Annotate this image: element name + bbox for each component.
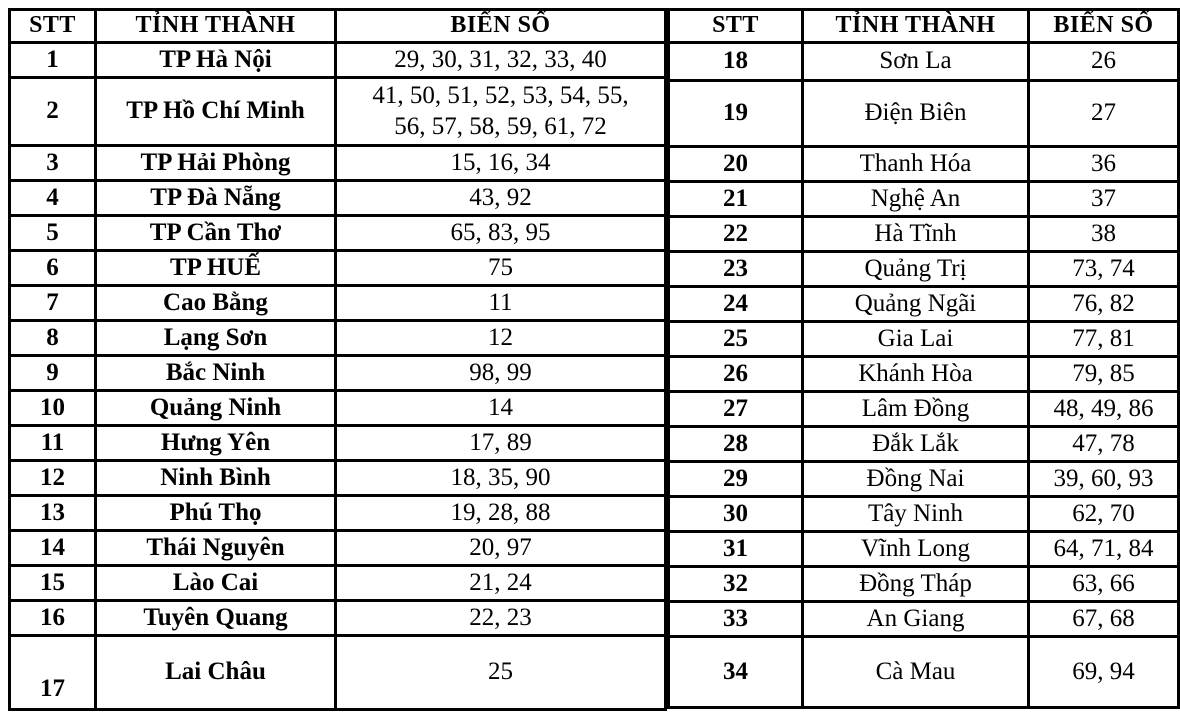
province-name-cell: Hà Tĩnh	[803, 217, 1029, 252]
province-name-cell: Lào Cai	[96, 566, 336, 601]
column-header-plate: BIỂN SỐ	[336, 10, 666, 43]
table-row	[10, 566, 666, 601]
row-number-cell: 6	[10, 251, 96, 286]
table-row	[669, 602, 1179, 637]
table-row	[10, 531, 666, 566]
row-number-cell: 33	[669, 602, 803, 637]
row-number-cell: 29	[669, 462, 803, 497]
province-name-cell: Nghệ An	[803, 182, 1029, 217]
table-header	[10, 10, 666, 43]
table-row	[10, 636, 666, 710]
province-name-cell: Thanh Hóa	[803, 147, 1029, 182]
plate-numbers-cell: 29, 30, 31, 32, 33, 40	[336, 43, 666, 78]
plate-numbers-cell: 12	[336, 321, 666, 356]
province-name-cell: Thái Nguyên	[96, 531, 336, 566]
province-name-cell: Tuyên Quang	[96, 601, 336, 636]
plate-numbers-cell: 39, 60, 93	[1029, 462, 1179, 497]
province-name-cell: TP Cần Thơ	[96, 216, 336, 251]
row-number-cell: 15	[10, 566, 96, 601]
row-number-cell: 4	[10, 181, 96, 216]
plate-numbers-cell: 36	[1029, 147, 1179, 182]
row-number-cell: 13	[10, 496, 96, 531]
province-name-cell: Đồng Nai	[803, 462, 1029, 497]
table-row	[669, 147, 1179, 182]
row-number-cell: 22	[669, 217, 803, 252]
table-row	[10, 356, 666, 391]
row-number-cell: 19	[669, 81, 803, 147]
province-name-cell: Ninh Bình	[96, 461, 336, 496]
province-name-cell: Tây Ninh	[803, 497, 1029, 532]
table-row	[669, 462, 1179, 497]
row-number-cell: 26	[669, 357, 803, 392]
plate-numbers-cell: 64, 71, 84	[1029, 532, 1179, 567]
plate-numbers-cell: 17, 89	[336, 426, 666, 461]
province-name-cell: Hưng Yên	[96, 426, 336, 461]
province-name-cell: TP Hồ Chí Minh	[96, 78, 336, 146]
province-name-cell: Vĩnh Long	[803, 532, 1029, 567]
table-row	[10, 286, 666, 321]
province-name-cell: Khánh Hòa	[803, 357, 1029, 392]
table-row	[669, 637, 1179, 708]
row-number-cell: 24	[669, 287, 803, 322]
province-name-cell: Cao Bằng	[96, 286, 336, 321]
table-row	[669, 497, 1179, 532]
province-name-cell: Quảng Ninh	[96, 391, 336, 426]
province-name-cell: An Giang	[803, 602, 1029, 637]
column-header-province: TỈNH THÀNH	[96, 10, 336, 43]
row-number-cell: 20	[669, 147, 803, 182]
row-number-cell: 16	[10, 601, 96, 636]
plate-numbers-cell: 62, 70	[1029, 497, 1179, 532]
table-row	[10, 391, 666, 426]
province-name-cell: TP Đà Nẵng	[96, 181, 336, 216]
plate-table-right	[667, 8, 1180, 709]
row-number-cell: 23	[669, 252, 803, 287]
row-number-cell: 8	[10, 321, 96, 356]
table-row	[669, 217, 1179, 252]
row-number-cell: 1	[10, 43, 96, 78]
plate-numbers-cell: 41, 50, 51, 52, 53, 54, 55, 56, 57, 58, 59, 61, 72	[336, 78, 666, 146]
province-name-cell: TP Hà Nội	[96, 43, 336, 78]
column-header-province: TỈNH THÀNH	[803, 10, 1029, 43]
province-name-cell: Lâm Đồng	[803, 392, 1029, 427]
plate-numbers-cell: 20, 97	[336, 531, 666, 566]
province-name-cell: Cà Mau	[803, 637, 1029, 708]
table-row	[669, 252, 1179, 287]
table-row	[10, 216, 666, 251]
plate-numbers-cell: 15, 16, 34	[336, 146, 666, 181]
row-number-cell: 18	[669, 43, 803, 81]
table-row	[10, 146, 666, 181]
province-name-cell: Bắc Ninh	[96, 356, 336, 391]
row-number-cell: 27	[669, 392, 803, 427]
table-row	[669, 532, 1179, 567]
province-name-cell: Quảng Ngãi	[803, 287, 1029, 322]
row-number-cell: 12	[10, 461, 96, 496]
plate-numbers-cell: 67, 68	[1029, 602, 1179, 637]
row-number-cell: 11	[10, 426, 96, 461]
plate-numbers-cell: 25	[336, 636, 666, 710]
table-row	[669, 182, 1179, 217]
table-row	[10, 78, 666, 146]
row-number-cell: 10	[10, 391, 96, 426]
plate-numbers-cell: 79, 85	[1029, 357, 1179, 392]
province-name-cell: Đắk Lắk	[803, 427, 1029, 462]
plate-numbers-cell: 21, 24	[336, 566, 666, 601]
plate-numbers-cell: 63, 66	[1029, 567, 1179, 602]
row-number-cell: 21	[669, 182, 803, 217]
plate-numbers-cell: 11	[336, 286, 666, 321]
row-number-cell: 25	[669, 322, 803, 357]
table-body-right	[669, 43, 1179, 708]
table-row	[669, 357, 1179, 392]
plate-table-left	[8, 8, 667, 711]
row-number-cell: 2	[10, 78, 96, 146]
table-row	[10, 43, 666, 78]
table-row	[10, 251, 666, 286]
plate-numbers-cell: 69, 94	[1029, 637, 1179, 708]
table-row	[669, 427, 1179, 462]
row-number-cell: 7	[10, 286, 96, 321]
province-name-cell: Sơn La	[803, 43, 1029, 81]
row-number-cell: 34	[669, 637, 803, 708]
header-row	[10, 10, 666, 43]
plate-numbers-cell: 19, 28, 88	[336, 496, 666, 531]
table-row	[10, 426, 666, 461]
table-row	[10, 601, 666, 636]
row-number-cell: 5	[10, 216, 96, 251]
province-name-cell: Đồng Tháp	[803, 567, 1029, 602]
plate-numbers-cell: 38	[1029, 217, 1179, 252]
row-number-cell: 32	[669, 567, 803, 602]
province-name-cell: Quảng Trị	[803, 252, 1029, 287]
table-body-left	[10, 43, 666, 710]
column-header-plate: BIỂN SỐ	[1029, 10, 1179, 43]
plate-numbers-cell: 75	[336, 251, 666, 286]
table-row	[10, 321, 666, 356]
table-header	[669, 10, 1179, 43]
column-header-stt: STT	[669, 10, 803, 43]
table-row	[669, 81, 1179, 147]
province-name-cell: Phú Thọ	[96, 496, 336, 531]
row-number-cell: 31	[669, 532, 803, 567]
plate-numbers-cell: 48, 49, 86	[1029, 392, 1179, 427]
plate-numbers-cell: 76, 82	[1029, 287, 1179, 322]
row-number-cell: 9	[10, 356, 96, 391]
table-row	[669, 392, 1179, 427]
row-number-cell: 28	[669, 427, 803, 462]
province-name-cell: TP Hải Phòng	[96, 146, 336, 181]
table-row	[10, 496, 666, 531]
header-row	[669, 10, 1179, 43]
table-row	[10, 461, 666, 496]
plate-numbers-cell: 47, 78	[1029, 427, 1179, 462]
plate-numbers-cell: 43, 92	[336, 181, 666, 216]
plate-numbers-cell: 18, 35, 90	[336, 461, 666, 496]
table-row	[669, 43, 1179, 81]
table-row	[669, 287, 1179, 322]
plate-numbers-cell: 73, 74	[1029, 252, 1179, 287]
plate-numbers-cell: 26	[1029, 43, 1179, 81]
table-row	[669, 567, 1179, 602]
plate-numbers-cell: 22, 23	[336, 601, 666, 636]
plate-numbers-cell: 65, 83, 95	[336, 216, 666, 251]
row-number-cell: 17	[10, 636, 96, 710]
table-row	[10, 181, 666, 216]
province-name-cell: Điện Biên	[803, 81, 1029, 147]
province-name-cell: Lai Châu	[96, 636, 336, 710]
province-name-cell: Gia Lai	[803, 322, 1029, 357]
plate-numbers-cell: 37	[1029, 182, 1179, 217]
province-name-cell: Lạng Sơn	[96, 321, 336, 356]
plate-numbers-cell: 14	[336, 391, 666, 426]
table-row	[669, 322, 1179, 357]
plate-numbers-cell: 98, 99	[336, 356, 666, 391]
plate-numbers-cell: 27	[1029, 81, 1179, 147]
column-header-stt: STT	[10, 10, 96, 43]
plate-numbers-cell: 77, 81	[1029, 322, 1179, 357]
row-number-cell: 30	[669, 497, 803, 532]
row-number-cell: 14	[10, 531, 96, 566]
row-number-cell: 3	[10, 146, 96, 181]
province-name-cell: TP HUẾ	[96, 251, 336, 286]
